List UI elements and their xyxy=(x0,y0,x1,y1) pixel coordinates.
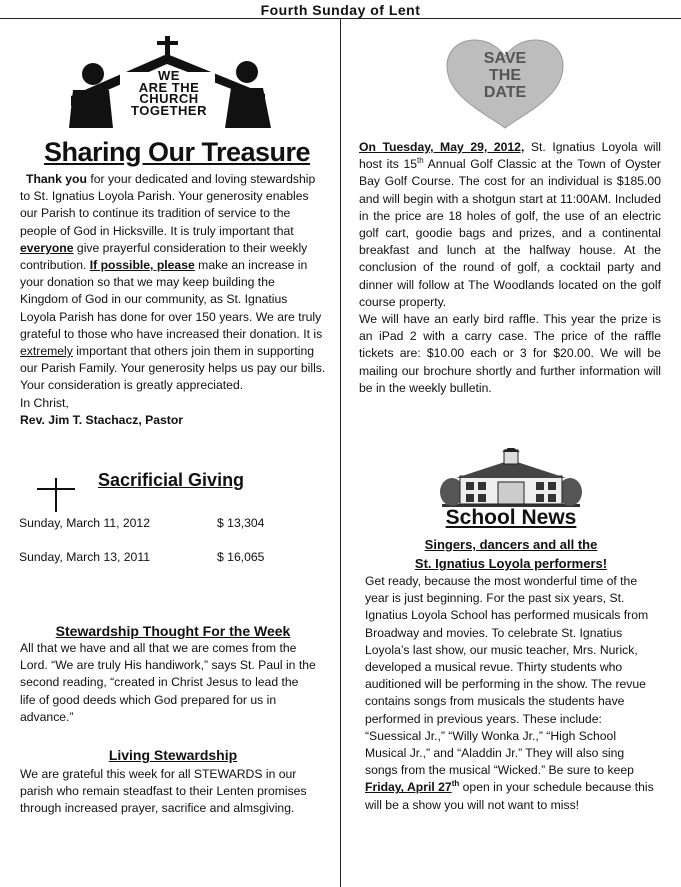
sharing-text-2: give prayerful consideration to their weekly contribution. xyxy=(20,240,308,273)
school-superscript: th xyxy=(451,779,460,789)
thank-you-text: Thank you xyxy=(26,172,87,186)
living-text: We are grateful this week for all STEWARDS in our parish who remain steadfast to their Lenten promises through increased prayer, sacrifice and almsgiving. xyxy=(20,767,307,816)
logo-line-4: TOGETHER xyxy=(131,102,207,118)
sharing-body xyxy=(20,171,326,429)
friday-date: Friday, April 27 xyxy=(365,780,452,795)
sharing-title: Sharing Our Treasure xyxy=(43,137,311,167)
golf-text-2: Annual Golf Classic at the Town of Oyster Bay Golf Course. The cost for an individual is $185.00 and will begin with a shotgun start at 11:00AM. Included in the price are 18 holes of golf, the use of an electric golf cart, goodie bags and prizes, and a continental breakfast and lunch at the halfway house. At the conclusion of the round of golf, a cocktail party and dinner will follow at The Woodlands located on the golf course property. xyxy=(359,157,661,309)
header-title: Fourth Sunday of Lent xyxy=(260,2,421,18)
school-building-icon xyxy=(440,448,582,508)
pastor-signature: Rev. Jim T. Stachacz, Pastor xyxy=(20,412,184,427)
golf-body xyxy=(359,139,661,397)
save-date-line-1: SAVE xyxy=(483,50,527,67)
page-header xyxy=(0,0,681,19)
school-subtitle-1: Singers, dancers and all the xyxy=(424,537,598,552)
logo-line-3: CHURCH xyxy=(139,91,199,106)
giving-row-1-amount: $ 13,304 xyxy=(217,516,265,530)
if-possible-text: If possible, please xyxy=(89,258,195,273)
save-date-line-2: THE xyxy=(489,67,521,84)
sharing-text-3: make an increase in your donation so that we may keep building the Kingdom of God in our community, as St. Ignatius Loyola Parish has done for over 150 years. We are truly grateful to those who have increased their donation. It is xyxy=(20,258,323,341)
column-divider xyxy=(340,19,341,887)
school-subtitle-2: St. Ignatius Loyola performers! xyxy=(414,556,608,571)
everyone-text: everyone xyxy=(20,240,74,255)
school-news-title: School News xyxy=(445,506,577,529)
thought-title: Stewardship Thought For the Week xyxy=(55,623,291,639)
golf-lead: On Tuesday, May 29, 2012, xyxy=(359,140,525,154)
golf-text-1: St. Ignatius Loyola will host its 15 xyxy=(359,140,661,172)
giving-row-1-date: Sunday, March 11, 2012 xyxy=(19,516,150,530)
logo-text xyxy=(119,70,219,116)
extremely-text: extremely xyxy=(20,344,73,359)
giving-row-2-amount: $ 16,065 xyxy=(217,550,265,564)
giving-row-2-date: Sunday, March 13, 2011 xyxy=(19,550,150,564)
sharing-text-4: important that others join them in supporting our Parish Family. Your generosity helps us pay our bills. Your consideration is greatly appreciated. xyxy=(20,344,326,393)
save-the-date-heart xyxy=(443,38,567,132)
sharing-text-1: for your dedicated and loving stewardship to St. Ignatius Loyola Parish. Your generosity enables our Parish to continue its tradition of service to the people of God in Hicksville. It is truly important that xyxy=(20,172,316,238)
cross-icon xyxy=(37,478,77,512)
save-date-line-3: DATE xyxy=(483,84,527,101)
church-together-logo xyxy=(65,36,277,128)
save-date-text xyxy=(443,50,567,101)
school-subtitle xyxy=(359,535,663,573)
closing-text: In Christ, xyxy=(20,395,69,410)
golf-raffle-text: We will have an early bird raffle. This year the prize is an iPad 2 with a carry case. The price of the raffle tickets are: $10.00 each or 3 for $20.00. We will be mailing our brochure shortly and further information will be in the weekly bulletin. xyxy=(359,312,661,395)
logo-line-2: ARE THE xyxy=(138,79,200,95)
school-text-2: open in your schedule because this will be a show you will not want to miss! xyxy=(365,780,654,812)
school-body xyxy=(365,573,657,814)
golf-superscript: th xyxy=(417,156,424,166)
sacrificial-title: Sacrificial Giving xyxy=(98,470,245,490)
thought-text: All that we have and all that we are comes from the Lord. “We are truly His handiwork,” says St. Paul in the second reading, “created in Christ Jesus to lead the life of good deeds which God prepared for us in advance.” xyxy=(20,641,316,724)
school-text-1: Get ready, because the most wonderful time of the year is just beginning. For the past six years, St. Ignatius Loyola School has performed musicals from Broadway and movies. To celebrate St. Ignatius Loyola’s last show, our music teacher, Mrs. Nurick, developed a musical revue. Thirty students who auditioned will be performing in the show. The revue contains songs from musicals the students have performed in previous years. These include: “Suessical Jr.,” “Willy Wonka Jr.,” “High School Musical Jr.,” and “Aladdin Jr.” They will also sing songs from the musical “Wicked.” Be sure to keep xyxy=(365,574,649,778)
logo-line-1: WE xyxy=(158,68,180,83)
living-title: Living Stewardship xyxy=(108,747,238,763)
